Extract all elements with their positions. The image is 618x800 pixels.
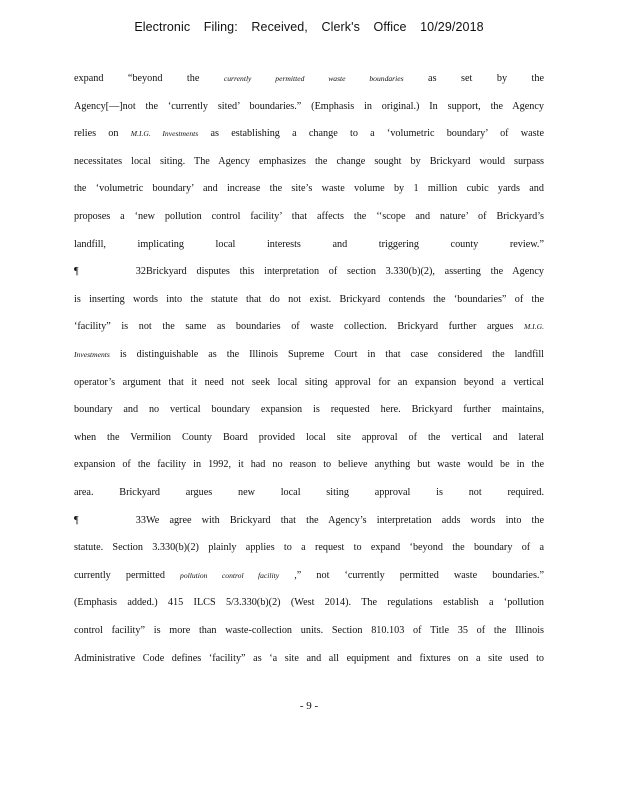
text-line: ¶ 33We agree with Brickyard that the Agency’s interpretation adds words into the [74,514,544,526]
text-line: area. Brickyard argues new local siting approval is not required. [74,487,544,498]
text-line: ¶ 32Brickyard disputes this interpretation of section 3.330(b)(2), asserting the Agency [74,266,544,278]
text-line: Investments is distinguishable as the Illinois Supreme Court in that case considered the landfill [74,349,544,360]
text-line: currently permitted pollution control facility ,” not ‘currently permitted waste boundaries.” [74,569,544,581]
text-line: expand “beyond the currently permitted waste boundaries as set by the [74,73,544,84]
text-line: is inserting words into the statute that do not exist. Brickyard contends the ‘boundaries” of the [74,293,544,305]
text-line: the ‘volumetric boundary’ and increase the site’s waste volume by 1 million cubic yards and [74,183,544,195]
text-line: relies on M.I.G. Investments as establishing a change to a ‘volumetric boundary’ of waste [74,128,544,140]
text-line: Agency[—]not the ‘currently sited’ boundaries.” (Emphasis in original.) In support, the Agency [74,100,544,112]
text-line: boundary and no vertical boundary expansion is requested here. Brickyard further maintains, [74,404,544,416]
text-line: Administrative Code defines ‘facility” as ‘a site and all equipment and fixtures on a site used to [74,652,544,664]
text-line: statute. Section 3.330(b)(2) plainly applies to a request to expand ‘beyond the boundary of a [74,542,544,554]
text-line: operator’s argument that it need not seek local siting approval for an expansion beyond a vertical [74,376,544,388]
text-line: (Emphasis added.) 415 ILCS 5/3.330(b)(2) (West 2014). The regulations establish a ‘pollution [74,597,544,609]
text-line: necessitates local siting. The Agency emphasizes the change sought by Brickyard would surpass [74,155,544,167]
text-line: expansion of the facility in 1992, it had no reason to believe anything but waste would be in the [74,459,544,471]
text-line: ‘facility” is not the same as boundaries of waste collection. Brickyard further argues M.I.G. [74,321,544,333]
page-number: - 9 - [299,700,319,712]
text-line: when the Vermilion County Board provided local site approval of the vertical and lateral [74,431,544,443]
filing-stamp-header: Electronic Filing: Received, Clerk's Office 10/29/2018 [134,20,484,34]
text-line: landfill, implicating local interests and triggering county review.” [74,238,544,250]
text-line: control facility” is more than waste-collection units. Section 810.103 of Title 35 of the Illinois [74,625,544,636]
text-line: proposes a ‘new pollution control facility’ that affects the ‘‘scope and nature’ of Brickyard’s [74,211,544,222]
